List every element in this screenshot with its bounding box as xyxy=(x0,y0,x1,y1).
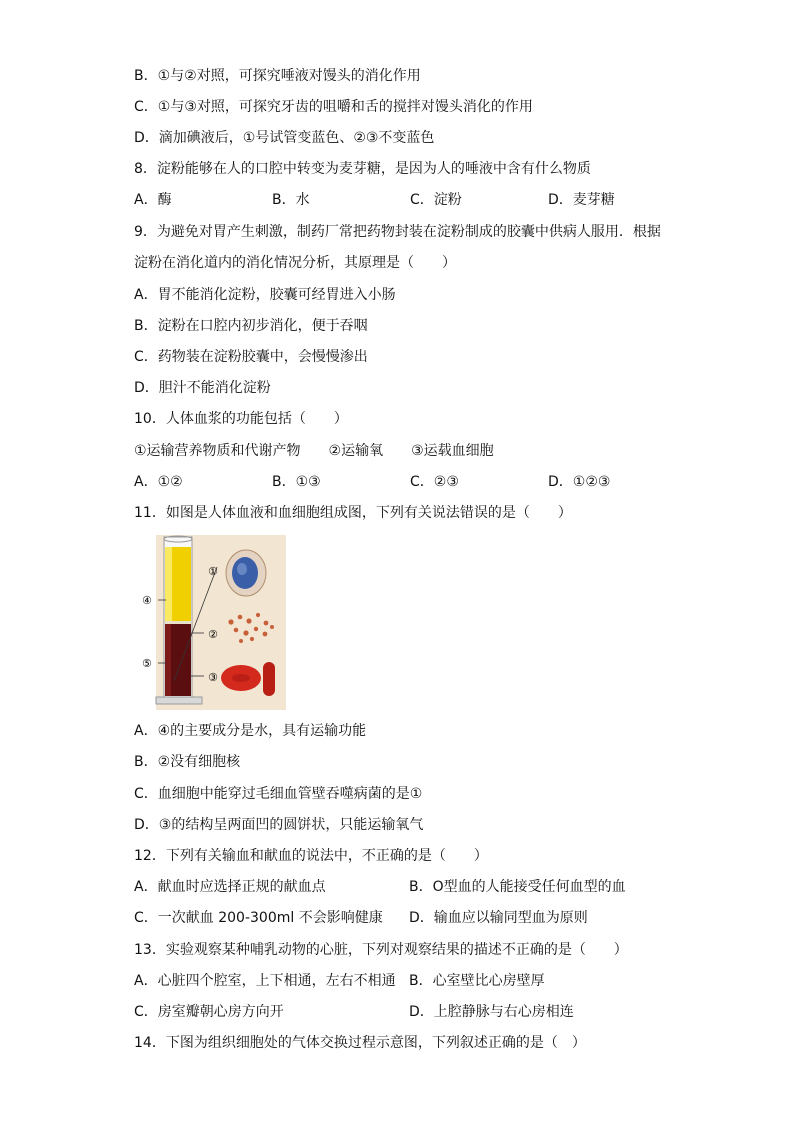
option-9a: A．胃不能消化淀粉，胶囊可经胃进入小肠 xyxy=(134,287,396,303)
option-9b: B．淀粉在口腔内初步消化，便于吞咽 xyxy=(134,318,368,334)
option-9c: C．药物装在淀粉胶囊中，会慢慢渗出 xyxy=(134,349,368,365)
q13-option-c: C．房室瓣朝心房方向开 xyxy=(134,1004,284,1020)
red-blood-cell-side xyxy=(263,662,275,696)
q10-option-a: A．①② xyxy=(134,474,183,490)
label-4: ④ xyxy=(142,594,152,607)
q12-option-c: C．一次献血 200-300ml 不会影响健康 xyxy=(134,910,383,926)
q13-option-b: B．心室壁比心房壁厚 xyxy=(409,973,545,989)
label-2: ② xyxy=(208,628,218,641)
question-13: 13．实验观察某种哺乳动物的心脏，下列对观察结果的描述不正确的是（ ） xyxy=(134,942,628,958)
q13-option-d: D．上腔静脉与右心房相连 xyxy=(409,1004,574,1020)
option-11d: D．③的结构呈两面凹的圆饼状，只能运输氧气 xyxy=(134,817,424,833)
q10-option-d: D．①②③ xyxy=(548,474,611,490)
q10-statements: ①运输营养物质和代谢产物 ②运输氧 ③运载血细胞 xyxy=(134,443,494,459)
question-9-line2: 淀粉在消化道内的消化情况分析，其原理是（ ） xyxy=(134,255,456,271)
q12-option-a: A．献血时应选择正规的献血点 xyxy=(134,879,326,895)
q8-option-a: A．酶 xyxy=(134,192,172,208)
option-7b: B．①与②对照，可探究唾液对馒头的消化作用 xyxy=(134,68,421,84)
q8-option-b: B．水 xyxy=(272,192,310,208)
option-7d: D．滴加碘液后，①号试管变蓝色、②③不变蓝色 xyxy=(134,130,435,146)
q8-option-d: D．麦芽糖 xyxy=(548,192,615,208)
buffy-coat-layer xyxy=(165,621,191,624)
question-14: 14．下图为组织细胞处的气体交换过程示意图，下列叙述正确的是（ ） xyxy=(134,1035,586,1051)
label-1: ① xyxy=(208,565,218,578)
q10-option-c: C．②③ xyxy=(410,474,459,490)
q13-option-a: A．心脏四个腔室，上下相通，左右不相通 xyxy=(134,973,396,989)
option-11c: C．血细胞中能穿过毛细血管壁吞噬病菌的是① xyxy=(134,786,423,802)
option-11b: B．②没有细胞核 xyxy=(134,754,241,770)
question-10: 10．人体血浆的功能包括（ ） xyxy=(134,411,348,427)
question-11: 11．如图是人体血液和血细胞组成图，下列有关说法错误的是（ ） xyxy=(134,505,572,521)
option-9d: D．胆汁不能消化淀粉 xyxy=(134,380,271,396)
q10-option-b: B．①③ xyxy=(272,474,321,490)
label-5: ⑤ xyxy=(142,657,152,670)
question-8: 8．淀粉能够在人的口腔中转变为麦芽糖，是因为人的唾液中含有什么物质 xyxy=(134,161,591,177)
blood-composition-figure xyxy=(138,535,286,710)
cylinder-base xyxy=(156,697,202,704)
question-9-line1: 9．为避免对胃产生刺激，制药厂常把药物封装在淀粉制成的胶囊中供病人服用．根据 xyxy=(134,224,661,240)
question-12: 12．下列有关输血和献血的说法中，不正确的是（ ） xyxy=(134,848,488,864)
q8-option-c: C．淀粉 xyxy=(410,192,462,208)
option-7c: C．①与③对照，可探究牙齿的咀嚼和舌的搅拌对馒头消化的作用 xyxy=(134,99,533,115)
q12-option-b: B．O型血的人能接受任何血型的血 xyxy=(409,879,626,895)
label-3: ③ xyxy=(208,671,218,684)
q12-option-d: D．输血应以输同型血为原则 xyxy=(409,910,588,926)
option-11a: A．④的主要成分是水，具有运输功能 xyxy=(134,723,367,739)
